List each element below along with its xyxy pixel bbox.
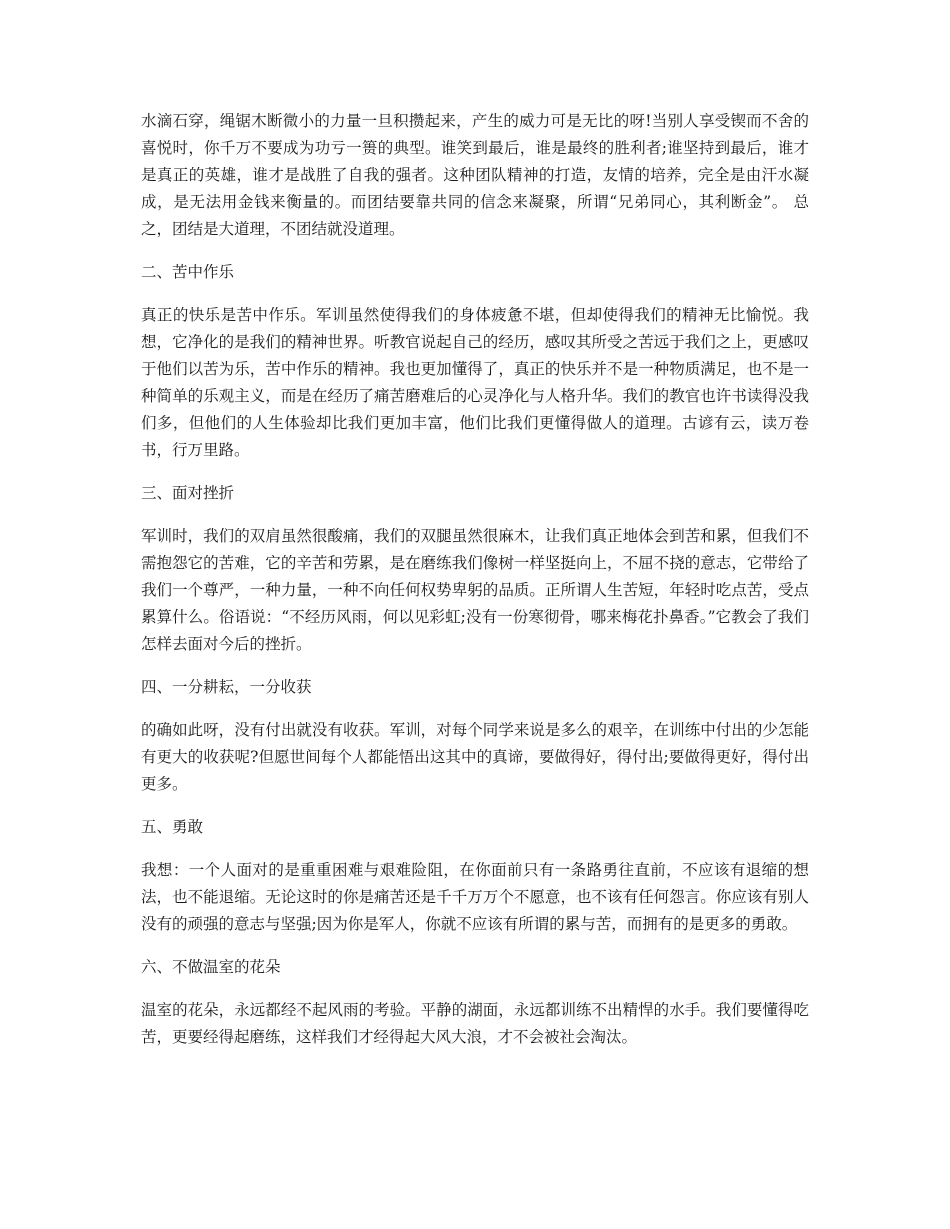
document-page (141, 108, 809, 1067)
paragraph-facing-setbacks: 军训时，我们的双肩虽然很酸痛，我们的双腿虽然很麻木，让我们真正地体会到苦和累，但我们不需抱怨它的苦难，它的辛苦和劳累，是在磨练我们像树一样坚挺向上，不屈不挠的意志，它带给了我们一个尊严，一种力量，一种不向任何权势卑躬的品质。正所谓人生苦短，年轻时吃点苦，受点累算什么。俗语说：“不经历风雨，何以见彩虹;没有一份寒彻骨，哪来梅花扑鼻香。”它教会了我们怎样去面对今后的挫折。 (141, 527, 809, 653)
heading-effort-reward: 四、一分耕耘，一分收获 (141, 678, 312, 696)
paragraph-effort-reward: 的确如此呀，没有付出就没有收获。军训，对每个同学来说是多么的艰辛，在训练中付出的少怎能有更大的收获呢?但愿世间每个人都能悟出这其中的真谛，要做得好，得付出;要做得更好，得付出更多。 (141, 721, 809, 793)
heading-suffering-joy: 二、苦中作乐 (141, 263, 235, 281)
paragraph-unity: 水滴石穿，绳锯木断微小的力量一旦积攒起来，产生的威力可是无比的呀!当别人享受锲而不舍的喜悦时，你千万不要成为功亏一篑的典型。谁笑到最后，谁是最终的胜利者;谁坚持到最后，谁才是真正的英雄，谁才是战胜了自我的强者。这种团队精神的打造，友情的培养，完全是由汗水凝成，是无法用金钱来衡量的。而团结要靠共同的信念来凝聚，所谓“兄弟同心，其利断金”。 总之，团结是大道理，不团结就没道理。 (141, 112, 809, 238)
paragraph-greenhouse-flower: 温室的花朵，永远都经不起风雨的考验。平静的湖面，永远都训练不出精悍的水手。我们要懂得吃苦，更要经得起磨练，这样我们才经得起大风大浪，才不会被社会淘汰。 (141, 1001, 809, 1046)
paragraph-suffering-joy: 真正的快乐是苦中作乐。军训虽然使得我们的身体疲惫不堪，但却使得我们的精神无比愉悦。我想，它净化的是我们的精神世界。听教官说起自己的经历，感叹其所受之苦远于我们之上，更感叹于他们以苦为乐，苦中作乐的精神。我也更加懂得了，真正的快乐并不是一种物质满足，也不是一种简单的乐观主义，而是在经历了痛苦磨难后的心灵净化与人格升华。我们的教官也许书读得没我们多，但他们的人生体验却比我们更加丰富，他们比我们更懂得做人的道理。古谚有云，读万卷书，行万里路。 (141, 306, 809, 459)
heading-facing-setbacks: 三、面对挫折 (141, 484, 235, 502)
paragraph-courage: 我想：一个人面对的是重重困难与艰难险阻，在你面前只有一条路勇往直前，不应该有退缩的想法，也不能退缩。无论这时的你是痛苦还是千千万万个不愿意，也不该有任何怨言。你应该有别人没有的顽强的意志与坚强;因为你是军人，你就不应该有所谓的累与苦，而拥有的是更多的勇敢。 (141, 861, 809, 933)
heading-greenhouse-flower: 六、不做温室的花朵 (141, 958, 281, 976)
heading-courage: 五、勇敢 (141, 818, 204, 836)
